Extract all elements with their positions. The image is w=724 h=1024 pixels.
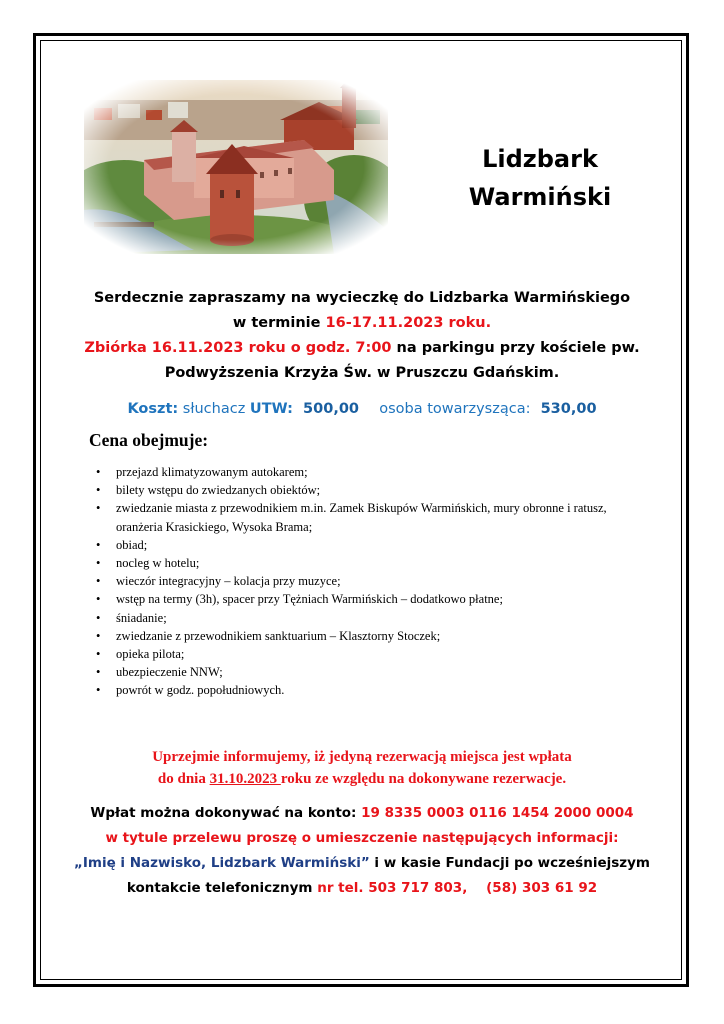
utw-label: UTW: bbox=[249, 401, 293, 417]
payment-info bbox=[60, 801, 664, 901]
payment-line-2: w tytule przelewu proszę o umieszczenie następujących informacji: bbox=[105, 830, 619, 846]
invitation-text bbox=[60, 286, 664, 386]
payment-line-1 bbox=[60, 801, 664, 826]
notice-line-2 bbox=[60, 768, 664, 790]
account-prefix: Wpłat można dokonywać na konto: bbox=[90, 805, 362, 821]
phone-prefix: kontakcie telefonicznym bbox=[126, 880, 318, 896]
list-item: • śniadanie; bbox=[92, 609, 612, 627]
list-item: • powrót w godz. popołudniowych. bbox=[92, 681, 612, 699]
payment-deadline: 31.10.2023 bbox=[209, 771, 281, 787]
title-line-2: Warmiński bbox=[468, 183, 612, 211]
list-item: • wstęp na termy (3h), spacer przy Tężniach Warmińskich – dodatkowo płatne; bbox=[92, 590, 612, 608]
list-item: • bilety wstępu do zwiedzanych obiektów; bbox=[92, 481, 612, 499]
list-item: • zwiedzanie miasta z przewodnikiem m.in. Zamek Biskupów Warmińskich, mury obronne i ratusz, oranżeria Krasickiego, Wysoka Brama; bbox=[92, 499, 612, 535]
page-title bbox=[440, 140, 640, 216]
castle-photo bbox=[84, 80, 388, 254]
list-item: • przejazd klimatyzowanym autokarem; bbox=[92, 463, 612, 481]
student-price: 500,00 bbox=[303, 401, 360, 417]
meeting-place-prefix: na parkingu przy kościele pw. bbox=[391, 340, 640, 356]
price-includes-heading: Cena obejmuje: bbox=[89, 430, 209, 450]
list-item: • zwiedzanie z przewodnikiem sanktuarium – Klasztorny Stoczek; bbox=[92, 627, 612, 645]
price-includes-list bbox=[92, 463, 612, 700]
list-item: • wieczór integracyjny – kolacja przy muzyce; bbox=[92, 572, 612, 590]
companion-label: osoba towarzysząca: bbox=[379, 401, 531, 417]
reservation-notice bbox=[60, 746, 664, 790]
student-label: słuchacz bbox=[178, 401, 250, 417]
list-item: • nocleg w hotelu; bbox=[92, 554, 612, 572]
cost-line bbox=[60, 398, 664, 420]
phone-number-2: (58) 303 61 92 bbox=[486, 880, 598, 896]
intro-line-1: Serdecznie zapraszamy na wycieczkę do Lidzbarka Warmińskiego bbox=[93, 290, 631, 306]
date-prefix: w terminie bbox=[232, 315, 326, 331]
cost-label: Koszt: bbox=[127, 401, 179, 417]
meeting-time: Zbiórka 16.11.2023 roku o godz. 7:00 bbox=[84, 340, 392, 356]
intro-line-2 bbox=[60, 311, 664, 336]
transfer-title: „Imię i Nazwisko, Lidzbark Warmiński” bbox=[73, 855, 370, 871]
payment-line-3 bbox=[60, 851, 664, 876]
companion-price: 530,00 bbox=[540, 401, 597, 417]
bank-account-number: 19 8335 0003 0116 1454 2000 0004 bbox=[361, 805, 634, 821]
title-line-1: Lidzbark bbox=[482, 145, 598, 173]
intro-line-3 bbox=[60, 336, 664, 361]
list-item: • obiad; bbox=[92, 536, 612, 554]
list-item: • ubezpieczenie NNW; bbox=[92, 663, 612, 681]
phone-number-1: nr tel. 503 717 803, bbox=[317, 880, 468, 896]
notice-line-1: Uprzejmie informujemy, iż jedyną rezerwacją miejsca jest wpłata bbox=[152, 749, 572, 765]
payment-line-4 bbox=[60, 876, 664, 901]
list-item: • opieka pilota; bbox=[92, 645, 612, 663]
trip-dates: 16-17.11.2023 roku. bbox=[325, 315, 492, 331]
deadline-rest: roku ze względu na dokonywane rezerwacje. bbox=[280, 771, 567, 787]
intro-line-4: Podwyższenia Krzyża Św. w Pruszczu Gdańskim. bbox=[164, 365, 560, 381]
transfer-rest: i w kasie Fundacji po wcześniejszym bbox=[369, 855, 650, 871]
deadline-prefix: do dnia bbox=[157, 771, 210, 787]
